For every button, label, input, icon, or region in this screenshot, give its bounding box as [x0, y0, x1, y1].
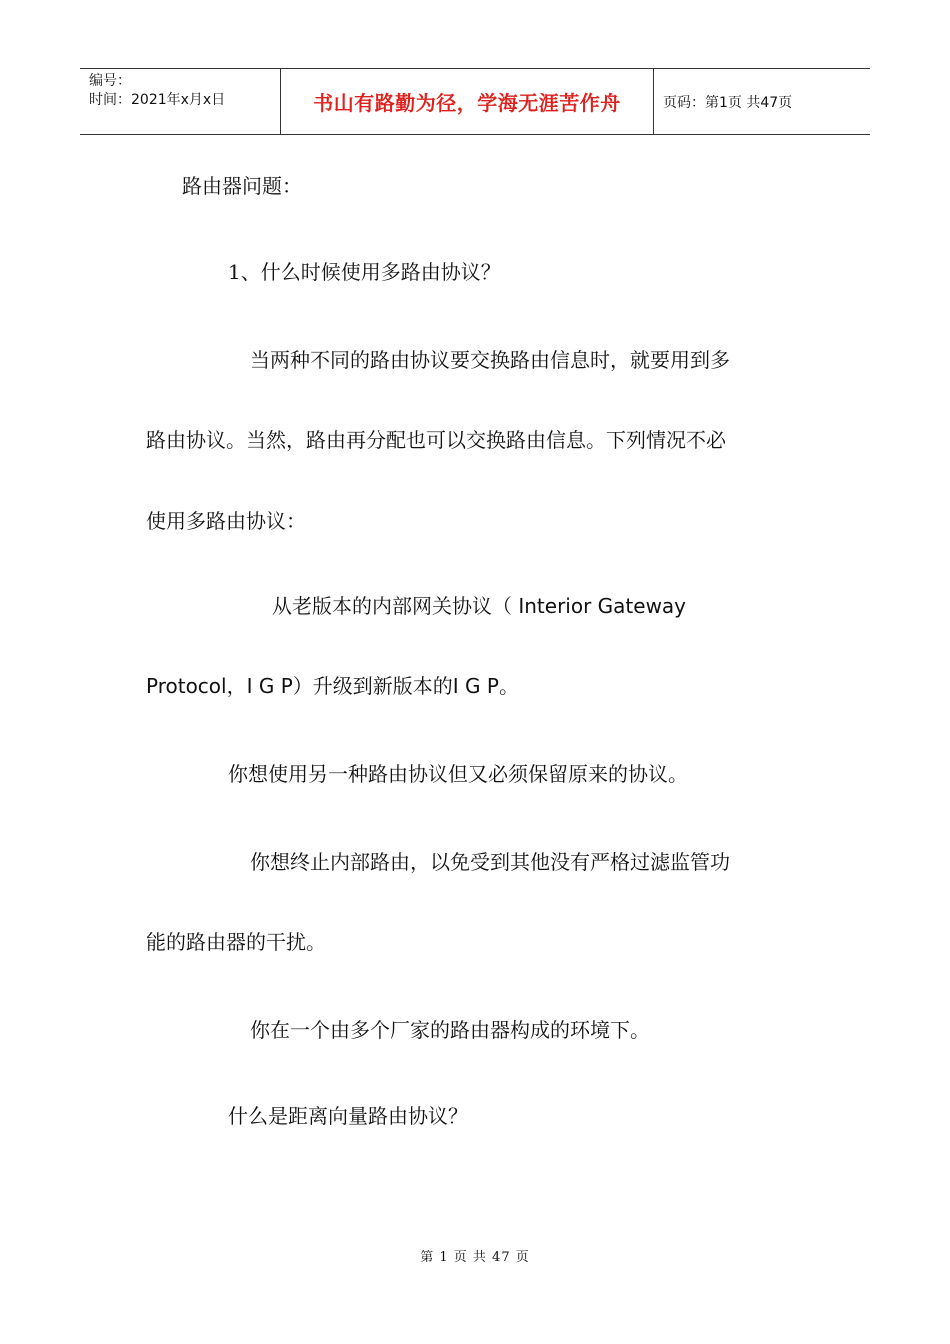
header-number: 编号： [89, 73, 131, 89]
list-item-2: 你想使用另一种路由协议但又必须保留原来的协议。 [228, 762, 688, 786]
list-item-1-line-2: Protocol，I G P）升级到新版本的I G P。 [146, 674, 519, 698]
list-item-1-line-1: 从老版本的内部网关协议（ Interior Gateway [272, 594, 687, 618]
question-2: 什么是距离向量路由协议？ [228, 1104, 468, 1128]
paragraph-1-line-3: 使用多路由协议： [146, 509, 306, 533]
list-item-3-line-1: 你想终止内部路由，以免受到其他没有严格过滤监管功 [250, 850, 730, 874]
header-motto: 书山有路勤为径，学海无涯苦作舟 [281, 69, 654, 134]
page-footer: 第 1 页 共 47 页 [420, 1250, 530, 1265]
header-time: 时间：2021年x月x日 [89, 92, 226, 108]
paragraph-1-line-2: 路由协议。当然，路由再分配也可以交换路由信息。下列情况不必 [146, 428, 726, 452]
list-item-3-line-2: 能的路由器的干扰。 [146, 930, 326, 954]
doc-title: 路由器问题： [182, 174, 302, 198]
paragraph-1-line-1: 当两种不同的路由协议要交换路由信息时，就要用到多 [250, 348, 730, 372]
header-meta [80, 69, 281, 134]
page-header [80, 68, 870, 135]
question-1: 1、什么时候使用多路由协议？ [228, 260, 501, 284]
header-page-info: 页码：第1页 共47页 [663, 94, 793, 111]
list-item-4: 你在一个由多个厂家的路由器构成的环境下。 [250, 1018, 650, 1042]
